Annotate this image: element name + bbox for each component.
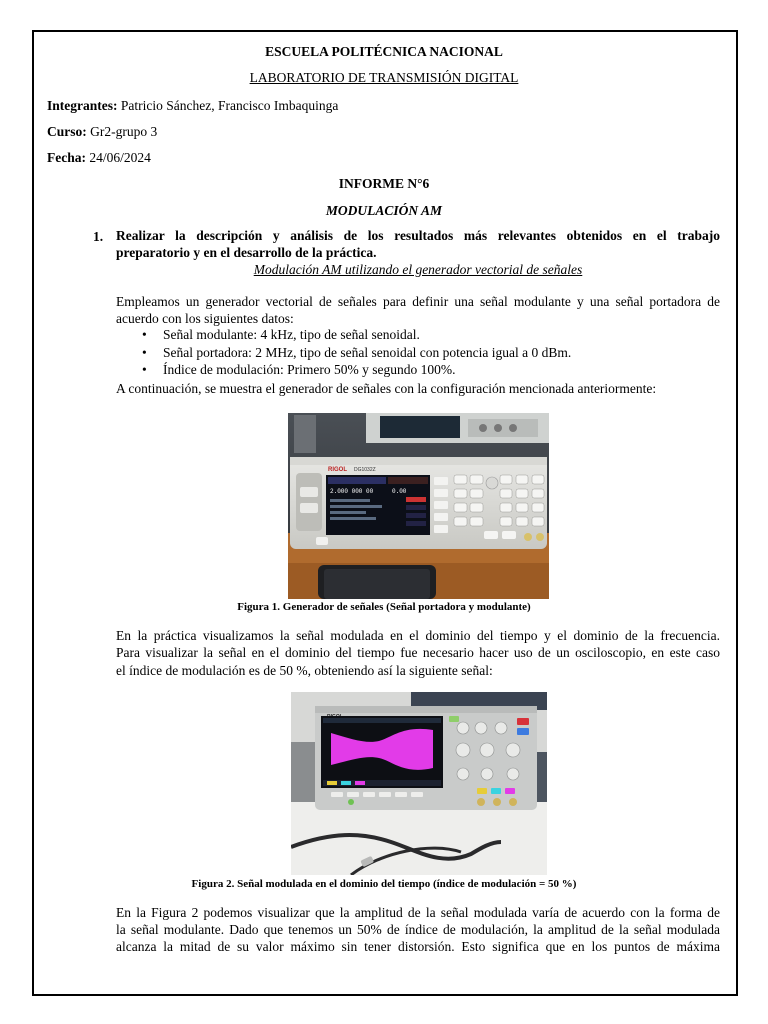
oscilloscope-illustration — [291, 692, 547, 875]
para2-line2: Para visualizar la señal en el dominio del tiempo fue necesario hacer uso de un osciloscopio, en este caso — [116, 645, 720, 660]
course-line — [47, 123, 157, 140]
course-value: Gr2-grupo 3 — [86, 124, 158, 139]
bullet-item: Índice de modulación: Primero 50% y segundo 100%. — [163, 362, 456, 377]
figure2-photo — [291, 692, 547, 875]
para3-line3: alcanza la mitad de su valor máximo sin tener distorsión. Esto significa que en los puntos de máxima — [116, 939, 720, 954]
section-subheading: Modulación AM utilizando el generador vectorial de señales — [253, 262, 583, 277]
intro-line1: Empleamos un generador vectorial de señales para definir una señal modulante y una señal portadora de — [116, 294, 720, 309]
generator-brand: RIGOL — [328, 467, 347, 473]
lab-title: LABORATORIO DE TRANSMISIÓN DIGITAL — [249, 70, 519, 85]
course-label: Curso: — [47, 124, 87, 139]
section-heading-line1: Realizar la descripción y análisis de los resultados más relevantes obtenidos en el trabajo — [116, 228, 720, 243]
generator-model: DG1032Z — [354, 467, 376, 473]
after-bullets-text: A continuación, se muestra el generador de señales con la configuración mencionada anteriormente: — [116, 381, 657, 396]
date-label: Fecha: — [47, 150, 86, 165]
bullet-dot: • — [142, 345, 147, 360]
section-heading-line2: preparatorio y en el desarrollo de la práctica. — [116, 245, 377, 260]
para3-line1: En la Figura 2 podemos visualizar que la amplitud de la señal modulada varía de acuerdo con la forma de — [116, 905, 720, 920]
date-value: 24/06/2024 — [85, 150, 151, 165]
figure1-caption: Figura 1. Generador de señales (Señal portadora y modulante) — [237, 601, 531, 613]
section-number: 1. — [93, 229, 104, 244]
bullet-dot: • — [142, 362, 147, 377]
figure2-caption: Figura 2. Señal modulada en el dominio del tiempo (índice de modulación = 50 %) — [191, 878, 577, 890]
report-number: INFORME N°6 — [338, 176, 430, 191]
report-subject: MODULACIÓN AM — [325, 203, 443, 218]
members-value: Patricio Sánchez, Francisco Imbaquinga — [117, 98, 339, 113]
para2-line1: En la práctica visualizamos la señal modulada en el dominio del tiempo y el dominio de la frecuencia. — [116, 628, 720, 643]
para3-line2: la señal modulante. Dado que tenemos un 50% de índice de modulación, la amplitud de la señal modulada — [116, 922, 720, 937]
figure1-photo — [288, 413, 549, 599]
signal-generator-illustration — [288, 413, 549, 599]
bullet-item: Señal portadora: 2 MHz, tipo de señal senoidal con potencia igual a 0 dBm. — [163, 345, 572, 360]
intro-line2: acuerdo con los siguientes datos: — [116, 311, 294, 326]
members-label: Integrantes: — [47, 98, 118, 113]
date-line — [47, 149, 151, 166]
institution-title: ESCUELA POLITÉCNICA NACIONAL — [265, 44, 503, 59]
ampl-readout: 0.00 — [392, 488, 407, 495]
para2-line3: el índice de modulación es de 50 %, obteniendo así la siguiente señal: — [116, 663, 493, 678]
freq-readout: 2.000 000 00 — [330, 488, 374, 495]
bullet-dot: • — [142, 327, 147, 342]
bullet-item: Señal modulante: 4 kHz, tipo de señal senoidal. — [163, 327, 420, 342]
members-line — [47, 97, 338, 114]
